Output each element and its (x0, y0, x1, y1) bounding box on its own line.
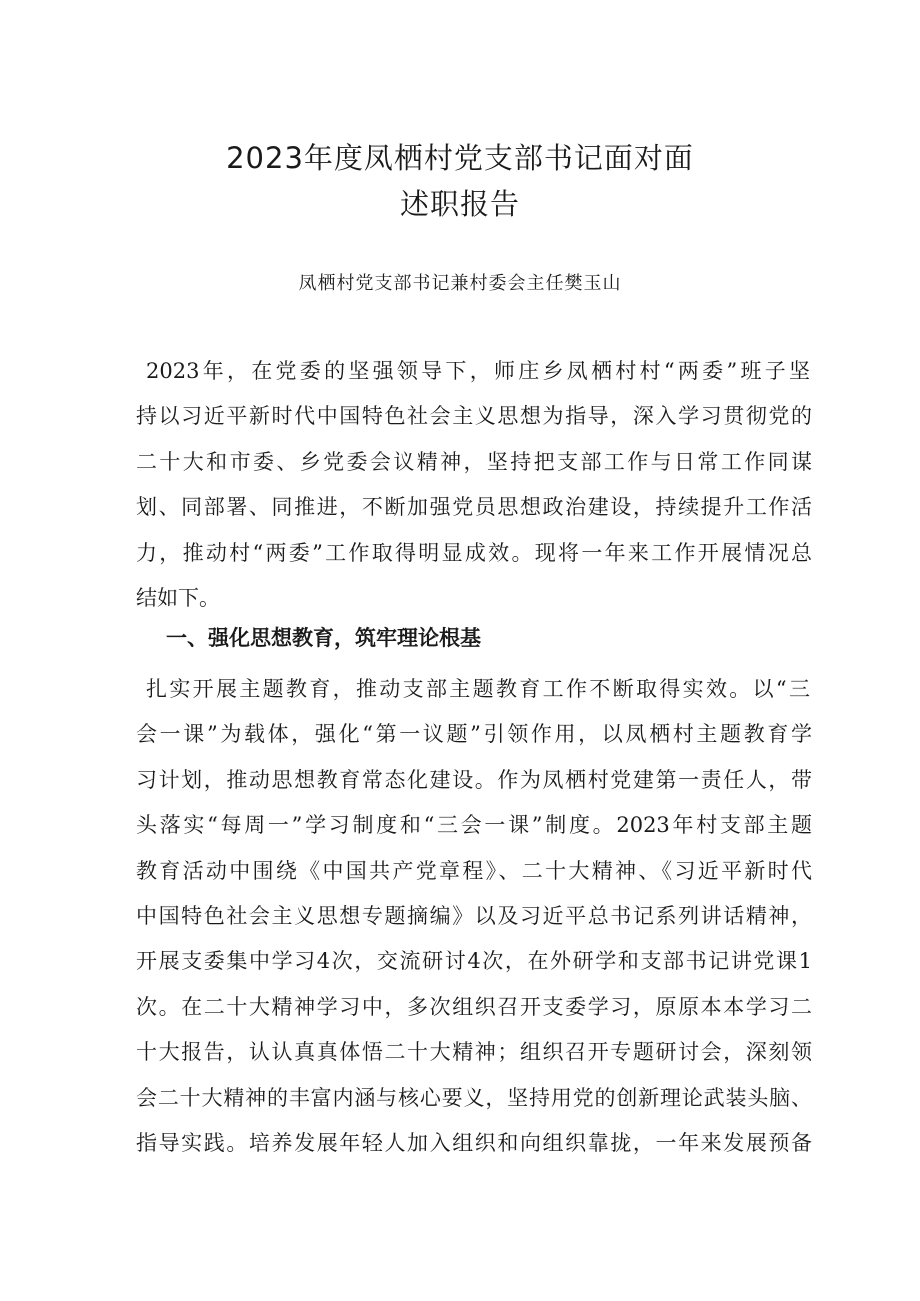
section-heading: 一、强化思想教育，筑牢理论根基 (166, 626, 481, 650)
section-line: 十大报告，认认真真体悟二十大精神；组织召开专题研讨会，深刻领 (136, 1040, 812, 1064)
section-line: 会一课”为载体，强化“第一议题”引领作用，以凤栖村主题教育学 (136, 722, 812, 746)
section-line: 中国特色社会主义思想专题摘编》以及习近平总书记系列讲话精神， (136, 904, 812, 928)
section-line: 指导实践。培养发展年轻人加入组织和向组织靠拢，一年来发展预备 (136, 1131, 812, 1155)
intro-line: 二十大和市委、乡党委会议精神，坚持把支部工作与日常工作同谋 (136, 450, 812, 474)
intro-line: 结如下。 (136, 586, 220, 610)
document-title-line-1: 2023年度凤栖村党支部书记面对面 (226, 141, 694, 175)
section-line: 次。在二十大精神学习中，多次组织召开支委学习，原原本本学习二 (136, 995, 812, 1019)
document-title-line-2: 述职报告 (399, 187, 520, 221)
intro-line: 持以习近平新时代中国特色社会主义思想为指导，深入学习贯彻党的 (136, 404, 812, 428)
section-line: 教育活动中围绕《中国共产党章程》、二十大精神、《习近平新时代 (136, 859, 812, 883)
intro-line: 力，推动村“两委”工作取得明显成效。现将一年来工作开展情况总 (136, 541, 812, 565)
section-line: 头落实“每周一”学习制度和“三会一课”制度。2023年村支部主题 (136, 813, 812, 837)
intro-line: 划、同部署、同推进，不断加强党员思想政治建设，持续提升工作活 (136, 495, 812, 519)
section-line: 会二十大精神的丰富内涵与核心要义，坚持用党的创新理论武装头脑、 (136, 1086, 812, 1110)
section-line: 习计划，推动思想教育常态化建设。作为凤栖村党建第一责任人，带 (136, 768, 812, 792)
section-line: 扎实开展主题教育，推动支部主题教育工作不断取得实效。以“三 (146, 677, 810, 701)
intro-line: 2023年，在党委的坚强领导下，师庄乡凤栖村村“两委”班子坚 (146, 359, 810, 383)
section-line: 开展支委集中学习4次，交流研讨4次，在外研学和支部书记讲党课1 (136, 949, 812, 973)
author-line: 凤栖村党支部书记兼村委会主任樊玉山 (298, 273, 622, 294)
